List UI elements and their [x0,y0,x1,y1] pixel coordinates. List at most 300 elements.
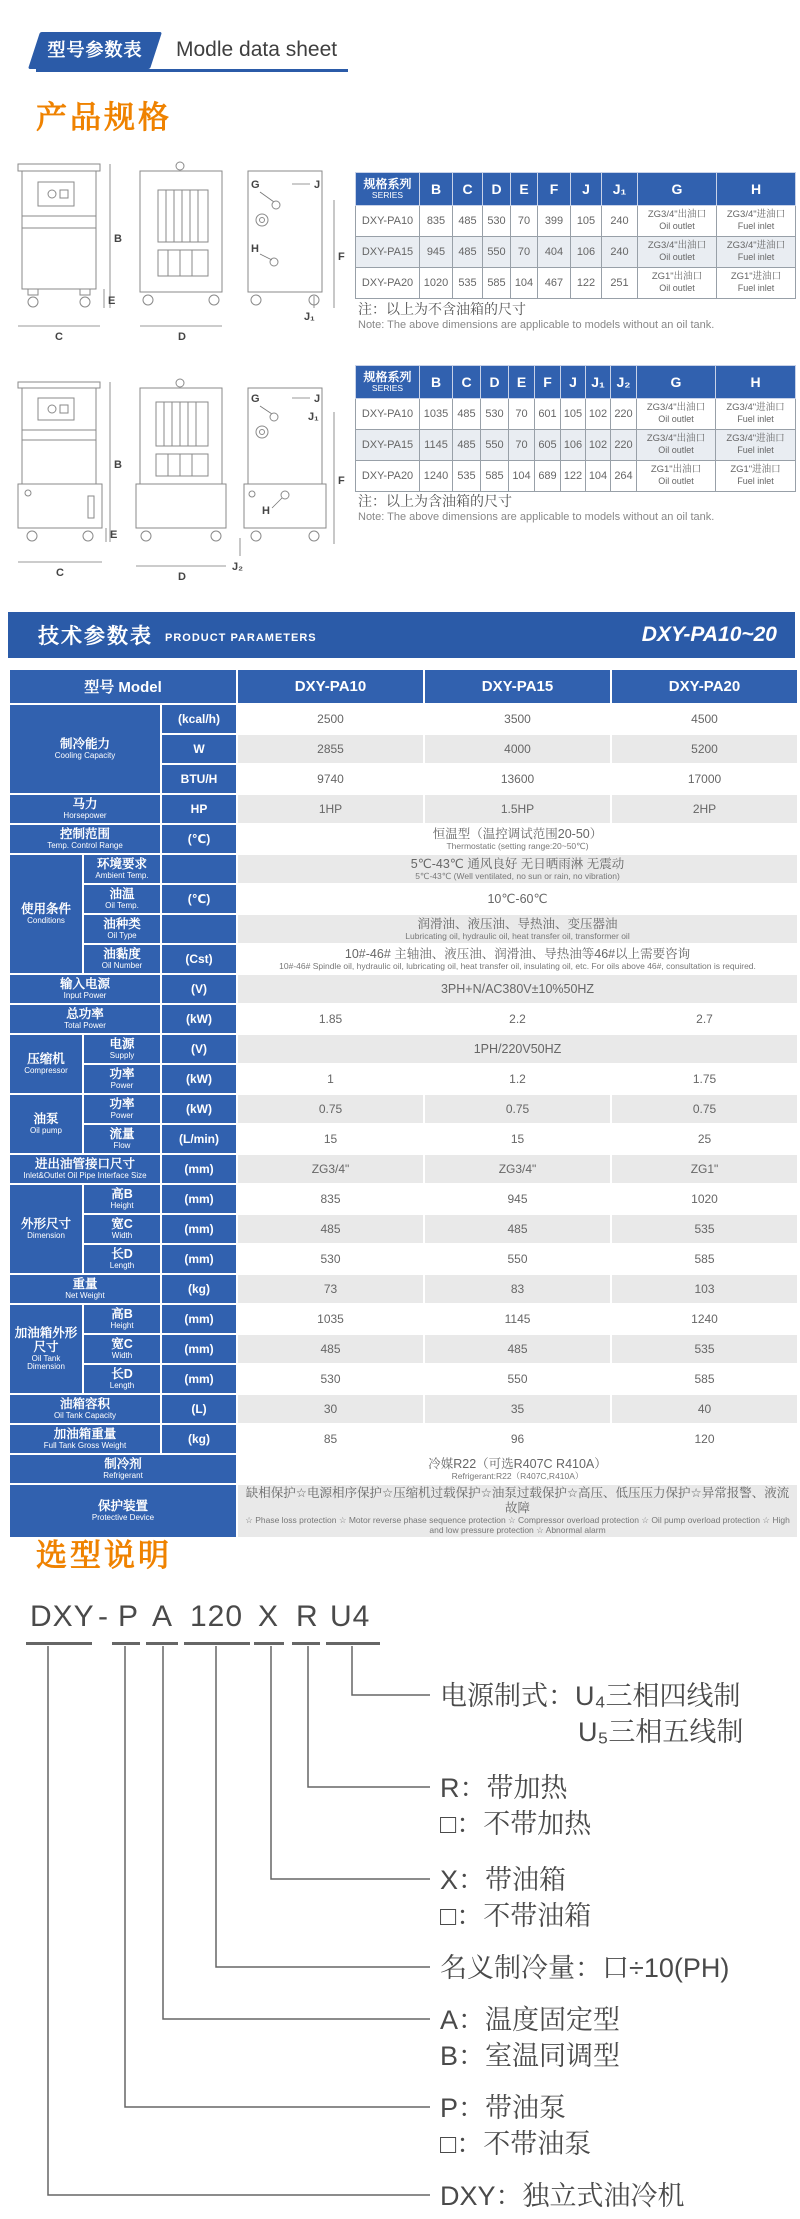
value-cell: 2.2 [425,1005,610,1033]
value-cell: 104 [586,461,611,492]
label-en: Inlet&Outlet Oil Pipe Interface Size [23,1170,147,1180]
page-title: Modle data sheet [176,38,338,61]
value-cell: 4000 [425,735,610,763]
value-cell: 550 [425,1245,610,1273]
param-row [10,1335,797,1363]
sub-label-cell [84,1095,160,1123]
unit-cell: (mm) [162,1185,236,1213]
header-row [10,670,797,703]
label-cn: 进出油管接口尺寸 [34,1157,135,1172]
note-with-tank [358,492,714,524]
group-label-cell [10,1035,82,1093]
col-header: D [483,173,511,206]
value-cell: 70 [511,237,538,268]
callout-power-type: 电源制式：U₄三相四线制 U₅三相五线制 [440,1681,744,1747]
label-en: Oil Type [107,930,137,940]
value-span-cell [238,1035,797,1063]
label-cn: 输入电源 [59,977,110,992]
label-en: Oil outlet [658,414,694,425]
label-en: Fuel inlet [737,414,774,425]
label-cn: ZG1"出油口 [651,271,703,283]
label-en: Fuel inlet [737,252,775,263]
label-cn: 油温 [109,887,135,902]
value-cell: 40 [612,1395,797,1423]
sub-label-cell [84,1125,160,1153]
value-cell: 15 [238,1125,423,1153]
value-cell: 945 [420,237,453,268]
value-cell: 2HP [612,795,797,823]
value-cell: 70 [511,206,538,237]
unit-cell: BTU/H [162,765,236,793]
col-header: B [420,366,453,399]
code-underline [146,1642,178,1645]
param-row [10,945,797,973]
param-row [10,915,797,943]
dim-label-b: B [114,233,122,245]
param-row [10,1425,797,1453]
label-cn: 流量 [109,1127,135,1142]
table-row [356,430,796,461]
label-cn: 缺相保护☆电源相序保护☆压缩机过载保护☆油泵过载保护☆高压、低压压力保护☆异常报警、液流故障 [245,1486,790,1515]
dimension-table-no-tank [355,172,796,299]
value-cell: 2855 [238,735,423,763]
label-cn: ZG1"出油口 [650,464,702,476]
value-cell: ZG3/4" [425,1155,610,1183]
value-cell: 530 [481,399,509,430]
unit-cell: (V) [162,1035,236,1063]
label-en: Oil Temp. [105,900,139,910]
param-row [10,795,797,823]
value-cell: 2.7 [612,1005,797,1033]
value-cell: 601 [535,399,561,430]
header-row [356,173,796,206]
label-cn: 长D [111,1367,133,1382]
table-row [356,206,796,237]
value-cell: 5200 [612,735,797,763]
selection-section [0,1530,800,2219]
value-cell: 485 [453,430,481,461]
value-cell: 30 [238,1395,423,1423]
value-cell: 122 [571,268,602,299]
label-en: Length [109,1260,135,1270]
label-cn: 润滑油、液压油、导热油、变压器油 [417,916,618,931]
model-sheet-badge [28,32,162,69]
table-row [356,237,796,268]
label-en: SERIES [371,189,404,200]
label-en: Oil outlet [658,445,694,456]
value-span-cell [238,825,797,853]
value-cell: 1 [238,1065,423,1093]
label-cn: 长D [111,1247,133,1262]
tech-params-banner [8,612,795,658]
dimension-drawing-no-tank [8,150,353,362]
label-cn: 制冷能力 [59,737,110,752]
unit-cell: (mm) [162,1245,236,1273]
value-span-cell [238,975,797,1003]
unit-cell: (L) [162,1395,236,1423]
value-cell: 105 [571,206,602,237]
model-cell: DXY-PA15 [356,430,420,461]
unit-cell: (℃) [162,825,236,853]
sub-label-cell [84,1185,160,1213]
note-no-tank [358,300,714,332]
value-cell: 485 [453,399,481,430]
col-header: J₂ [611,366,637,399]
col-header: J₁ [602,173,638,206]
value-cell: 0.75 [238,1095,423,1123]
value-cell: 535 [612,1215,797,1243]
label-en: Width [111,1350,133,1360]
fuel-inlet-cell [717,268,796,299]
banner-title-cn: 技术参数表 [38,625,153,648]
product-parameters-table [8,668,799,1539]
col-header: J₁ [586,366,611,399]
sub-label-cell [84,1305,160,1333]
code-part-dxy: DXY [30,1600,95,1633]
param-row [10,1305,797,1333]
label-en: Height [110,1200,134,1210]
value-cell: 105 [561,399,586,430]
col-header-g: G [638,173,717,206]
label-cn: 宽C [111,1217,133,1232]
group-label-cell [10,795,160,823]
label-en: Refrigerant [103,1470,143,1480]
col-header: E [509,366,535,399]
sub-label-cell [84,1335,160,1363]
section-title-product-spec: 产品规格 [36,100,172,135]
value-cell: 240 [602,206,638,237]
code-underline [112,1642,140,1645]
label-en: 5℃-43℃ (Well ventilated, no sun or rain, no vibration) [415,870,620,881]
group-label-cell [10,855,82,973]
model-header: 型号 Model [10,670,236,703]
unit-cell: (kW) [162,1065,236,1093]
value-cell: 1.2 [425,1065,610,1093]
oil-outlet-cell [637,430,716,461]
dim-label-e: E [108,295,116,307]
value-cell: 689 [535,461,561,492]
sub-label-cell [84,945,160,973]
label-cn: ZG3/4"出油口 [647,209,707,221]
label-en: Power [110,1080,134,1090]
unit-cell: (mm) [162,1215,236,1243]
dim-label-g: G [251,393,260,405]
value-cell: 535 [612,1335,797,1363]
param-row [10,855,797,883]
value-cell: 404 [538,237,571,268]
value-cell: 1035 [420,399,453,430]
dim-label-j: J [314,179,321,191]
label-en: Oil pump [29,1125,62,1135]
label-en: Oil outlet [659,221,695,232]
value-cell: 0.75 [612,1095,797,1123]
value-cell: 535 [453,461,481,492]
col-header: C [453,366,481,399]
param-row [10,1395,797,1423]
col-header: F [535,366,561,399]
dim-label-h: H [262,505,270,517]
value-span-cell [238,1455,797,1483]
col-header: J [561,366,586,399]
value-cell: 35 [425,1395,610,1423]
param-row [10,1455,797,1483]
param-row [10,1185,797,1213]
unit-cell: W [162,735,236,763]
header-divider [36,69,348,72]
sub-label-cell [84,1035,160,1063]
code-underline [292,1642,320,1645]
param-row [10,1065,797,1093]
value-cell: 585 [612,1245,797,1273]
label-en: Horsepower [63,810,107,820]
param-row [10,1245,797,1273]
col-header: F [538,173,571,206]
dim-label-j: J [314,393,321,405]
value-cell: 945 [425,1185,610,1213]
param-row [10,1365,797,1393]
callout-temp-type: A：温度固定型 B：室温同调型 [440,2005,621,2071]
value-span-cell [238,945,797,973]
label-en: Refrigerant:R22（R407C,R410A） [451,1470,584,1481]
group-label-cell [10,1485,236,1537]
label-en: Fuel inlet [737,445,774,456]
param-row [10,1215,797,1243]
label-cn: 加油箱外形尺寸 [14,1325,78,1355]
param-row [10,1095,797,1123]
param-row [10,1275,797,1303]
unit-cell [162,855,236,883]
label-en: Flow [113,1140,131,1150]
label-en: Full Tank Gross Weight [43,1440,127,1450]
unit-cell: (Cst) [162,945,236,973]
value-cell: 106 [571,237,602,268]
label-cn: 10℃-60℃ [487,891,548,906]
code-underline [26,1642,92,1645]
unit-cell: (mm) [162,1305,236,1333]
fuel-inlet-cell [717,237,796,268]
group-label-cell [10,705,160,793]
dim-label-c: C [55,331,63,343]
group-label-cell [10,1155,160,1183]
value-cell: 605 [535,430,561,461]
unit-cell: (kW) [162,1095,236,1123]
fuel-inlet-cell [717,206,796,237]
value-cell: 104 [509,461,535,492]
unit-cell [162,915,236,943]
dim-label-j1: J₁ [308,411,319,423]
value-cell: 85 [238,1425,423,1453]
label-en: Height [110,1320,134,1330]
col-header: C [453,173,483,206]
label-en: Input Power [63,990,107,1000]
label-cn: 规格系列 [363,176,412,191]
group-label-cell [10,1275,160,1303]
code-underline [184,1642,250,1645]
label-cn: 功率 [109,1097,135,1112]
label-cn: 加油箱重量 [53,1427,117,1442]
unit-cell: (mm) [162,1155,236,1183]
label-en: Oil outlet [658,476,694,487]
series-header [356,366,420,399]
group-label-cell [10,1395,160,1423]
value-cell: 835 [238,1185,423,1213]
value-cell: 1240 [420,461,453,492]
oil-outlet-cell [638,268,717,299]
param-row [10,1125,797,1153]
value-cell: 550 [483,237,511,268]
label-cn: 马力 [72,797,98,812]
group-label-cell [10,1005,160,1033]
value-cell: 73 [238,1275,423,1303]
value-cell: 104 [511,268,538,299]
label-en: Net Weight [65,1290,105,1300]
label-cn: 宽C [111,1337,133,1352]
callout-dxy-meaning: DXY：独立式油冷机 [440,2181,685,2211]
callout-cooling-capacity: 名义制冷量：口÷10(PH) [440,1953,730,1983]
value-cell: 485 [238,1335,423,1363]
label-cn: 使用条件 [20,902,71,917]
value-cell: 485 [425,1215,610,1243]
dim-label-j1: J₁ [304,311,315,323]
param-row [10,825,797,853]
oil-outlet-cell [637,399,716,430]
callout-oil-pump: P：带油泵 □：不带油泵 [440,2093,592,2159]
label-en: Length [109,1380,135,1390]
value-cell: 485 [425,1335,610,1363]
label-cn: ZG3/4"进油口 [726,209,786,221]
label-cn: ZG1"进油口 [730,271,782,283]
label-cn: 油箱容积 [59,1397,110,1412]
value-cell: 485 [238,1215,423,1243]
value-cell: 1.75 [612,1065,797,1093]
value-cell: 25 [612,1125,797,1153]
label-cn: 油种类 [103,917,141,932]
unit-cell: (mm) [162,1335,236,1363]
group-label-cell [10,1185,82,1273]
value-cell: 4500 [612,705,797,733]
fuel-inlet-cell [716,430,796,461]
label-cn: 保护装置 [98,1499,149,1514]
dim-label-c: C [56,567,64,579]
badge-label: 型号参数表 [47,40,143,60]
param-row [10,1005,797,1033]
value-cell: ZG3/4" [238,1155,423,1183]
sub-label-cell [84,1245,160,1273]
code-part-u4: U4 [330,1600,371,1633]
value-cell: 264 [611,461,637,492]
model-cell: DXY-PA10 [356,399,420,430]
label-cn: 10#-46# 主轴油、液压油、润滑油、导热油等46#以上需要咨询 [344,946,691,961]
label-cn: 电源 [109,1037,135,1052]
sub-label-cell [84,1365,160,1393]
section-title-selection: 选型说明 [36,1538,172,1573]
label-en: 10#-46# Spindle oil, hydraulic oil, lubricating oil, heat transfer oil, insulating oil, etc. For oils above 46#, consultation is required. [279,960,756,971]
value-cell: 1020 [612,1185,797,1213]
code-part-r: R [296,1600,319,1633]
value-span-cell [238,915,797,943]
label-en: Oil Tank Dimension [27,1353,65,1372]
label-cn: ZG3/4"出油口 [647,240,707,252]
oil-outlet-cell [638,237,717,268]
value-cell: 467 [538,268,571,299]
header-row [356,366,796,399]
param-row [10,705,797,733]
code-part-a: A [152,1600,174,1633]
code-underline [254,1642,284,1645]
value-cell: 102 [586,399,611,430]
value-cell: 2500 [238,705,423,733]
model-cell: DXY-PA20 [356,268,420,299]
label-cn: 3PH+N/AC380V±10%50HZ [440,981,595,996]
dimension-drawing-with-tank [8,372,353,607]
value-cell: 70 [509,430,535,461]
dim-label-e: E [110,529,118,541]
label-en: Ambient Temp. [95,870,149,880]
group-label-cell [10,1095,82,1153]
label-cn: 5℃-43℃ 通风良好 无日晒雨淋 无震动 [410,856,625,871]
value-cell: 530 [238,1365,423,1393]
col-header: J [571,173,602,206]
value-cell: 1HP [238,795,423,823]
sub-label-cell [84,915,160,943]
value-cell: 103 [612,1275,797,1303]
label-en: ☆ Phase loss protection ☆ Motor reverse phase sequence protection ☆ Compressor overload protection ☆ Oil pump overload protection ☆ High and low pressure protection ☆ Abnormal alarm [245,1515,790,1535]
code-part-dash: - [98,1600,109,1633]
label-en: Supply [109,1050,135,1060]
label-en: Lubricating oil, hydraulic oil, heat transfer oil, transformer oil [405,930,630,941]
group-label-cell [10,975,160,1003]
dim-label-b: B [114,459,122,471]
value-cell: 835 [420,206,453,237]
model-cell: DXY-PA20 [356,461,420,492]
banner-model-range: DXY-PA10~20 [641,623,777,646]
dim-label-g: G [251,179,260,191]
label-cn: 冷媒R22（可选R407C R410A） [428,1456,607,1471]
callout-heater: R：带加热 □：不带加热 [440,1773,592,1839]
value-cell: 106 [561,430,586,461]
value-span-cell [238,855,797,883]
unit-cell: (L/min) [162,1125,236,1153]
param-row [10,1155,797,1183]
label-en: Power [110,1110,134,1120]
label-cn: 环境要求 [96,857,147,872]
param-row [10,1485,797,1537]
label-cn: 规格系列 [363,369,412,384]
value-cell: 1.85 [238,1005,423,1033]
code-part-120: 120 [190,1600,244,1633]
value-cell: 1145 [420,430,453,461]
oil-outlet-cell [638,206,717,237]
value-cell: 585 [612,1365,797,1393]
label-en: Width [111,1230,133,1240]
unit-cell: (V) [162,975,236,1003]
value-cell: 550 [425,1365,610,1393]
oil-outlet-cell [637,461,716,492]
label-cn: ZG1"进油口 [730,464,781,476]
dim-label-h: H [251,243,259,255]
fuel-inlet-cell [716,399,796,430]
value-cell: 530 [238,1245,423,1273]
label-cn: 总功率 [66,1007,104,1022]
dim-label-d: D [178,571,186,583]
label-en: Fuel inlet [737,221,775,232]
param-row [10,885,797,913]
value-cell: 83 [425,1275,610,1303]
label-en: Temp. Control Range [47,840,123,850]
label-en: Oil outlet [659,283,695,294]
value-cell: 535 [453,268,483,299]
label-cn: ZG3/4"出油口 [646,433,706,445]
